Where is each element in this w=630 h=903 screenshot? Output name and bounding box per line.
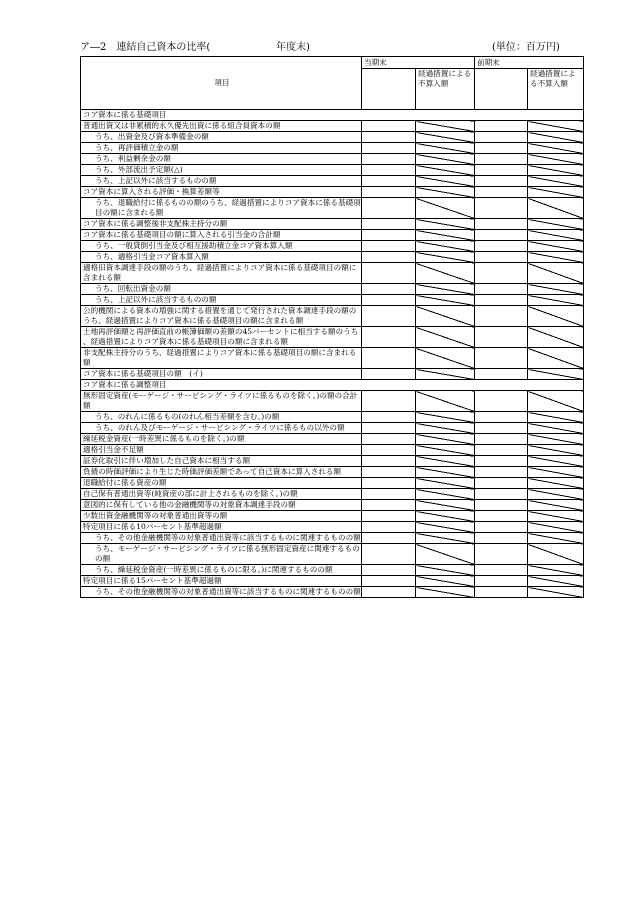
current-transitional-cell xyxy=(416,489,475,500)
current-transitional-cell xyxy=(416,176,475,187)
previous-transitional-cell xyxy=(528,456,584,467)
previous-amount-cell xyxy=(475,295,528,306)
current-amount-cell xyxy=(362,252,416,263)
current-transitional-cell xyxy=(416,198,475,219)
current-amount-cell xyxy=(362,121,416,132)
previous-amount-cell xyxy=(475,143,528,154)
previous-amount-cell xyxy=(475,467,528,478)
table-row xyxy=(81,121,584,132)
current-transitional-cell xyxy=(416,445,475,456)
previous-amount-cell xyxy=(475,412,528,423)
previous-amount-cell xyxy=(475,445,528,456)
previous-transitional-cell xyxy=(528,467,584,478)
current-transitional-cell xyxy=(416,456,475,467)
current-transitional-cell xyxy=(416,241,475,252)
current-amount-cell xyxy=(362,511,416,522)
previous-transitional-cell xyxy=(528,154,584,165)
previous-transitional-cell xyxy=(528,478,584,489)
table-row xyxy=(81,533,584,544)
current-transitional-cell xyxy=(416,423,475,434)
current-amount-cell xyxy=(362,241,416,252)
row-label: うち、その他金融機関等の対象普通出資等に該当するものに関連するものの額 xyxy=(81,587,362,598)
previous-transitional-cell xyxy=(528,434,584,445)
current-transitional-cell xyxy=(416,576,475,587)
row-label: うち、退職給付に係るものの額のうち、経過措置によりコア資本に係る基礎項目の額に含まれる額 xyxy=(81,198,362,219)
current-amount-cell xyxy=(362,445,416,456)
previous-transitional-cell xyxy=(528,369,584,380)
previous-amount-cell xyxy=(475,500,528,511)
previous-amount-cell xyxy=(475,544,528,565)
current-transitional-cell xyxy=(416,478,475,489)
current-amount-cell xyxy=(362,489,416,500)
table-row xyxy=(81,306,584,327)
previous-amount-cell xyxy=(475,587,528,598)
previous-transitional-cell xyxy=(528,252,584,263)
previous-transitional-cell xyxy=(528,423,584,434)
row-label: コア資本に算入される評価・換算差額等 xyxy=(81,187,362,198)
current-transitional-cell xyxy=(416,121,475,132)
table-row xyxy=(81,391,584,412)
previous-amount-cell xyxy=(475,187,528,198)
current-amount-cell xyxy=(362,284,416,295)
table-row xyxy=(81,143,584,154)
row-label: 普通出資又は非累積的永久優先出資に係る組合員資本の額 xyxy=(81,121,362,132)
current-transitional-cell xyxy=(416,511,475,522)
table-row xyxy=(81,241,584,252)
current-amount-cell xyxy=(362,522,416,533)
previous-amount-cell xyxy=(475,176,528,187)
previous-transitional-cell xyxy=(528,391,584,412)
current-amount-cell xyxy=(362,143,416,154)
current-amount-cell xyxy=(362,176,416,187)
table-row xyxy=(81,110,584,121)
current-amount-cell xyxy=(362,576,416,587)
previous-transitional-cell xyxy=(528,165,584,176)
current-transitional-cell xyxy=(416,252,475,263)
current-transitional-header: 経過措置による不算入額 xyxy=(416,69,475,110)
current-transitional-cell xyxy=(416,369,475,380)
current-transitional-cell xyxy=(416,295,475,306)
current-transitional-cell xyxy=(416,348,475,369)
previous-transitional-cell xyxy=(528,511,584,522)
previous-transitional-cell xyxy=(528,544,584,565)
table-row xyxy=(81,478,584,489)
previous-transitional-cell xyxy=(528,198,584,219)
previous-transitional-cell xyxy=(528,576,584,587)
table-row xyxy=(81,445,584,456)
previous-transitional-cell xyxy=(528,348,584,369)
row-label: 少数出資金融機関等の対象普通出資等の額 xyxy=(81,511,362,522)
previous-transitional-cell xyxy=(528,565,584,576)
item-column-header: 項目 xyxy=(81,57,362,110)
current-transitional-cell xyxy=(416,544,475,565)
row-label: 自己保有普通出資等(純資産の部に計上されるものを除く。)の額 xyxy=(81,489,362,500)
row-label: 無形固定資産(モーゲージ・サービシング・ライツに係るものを除く。)の額の合計額 xyxy=(81,391,362,412)
current-transitional-cell xyxy=(416,143,475,154)
table-row xyxy=(81,165,584,176)
current-transitional-cell xyxy=(416,565,475,576)
previous-transitional-cell xyxy=(528,263,584,284)
row-label: うち、繰延税金資産(一時差異に係るものに限る。)に関連するものの額 xyxy=(81,565,362,576)
table-row xyxy=(81,412,584,423)
row-label: うち、のれんに係るもの(のれん相当差額を含む。)の額 xyxy=(81,412,362,423)
current-amount-cell xyxy=(362,478,416,489)
row-label: 特定項目に係る10パーセント基準超過額 xyxy=(81,522,362,533)
current-amount-cell xyxy=(362,369,416,380)
previous-transitional-cell xyxy=(528,230,584,241)
previous-transitional-cell xyxy=(528,187,584,198)
row-label: うち、一般貸倒引当金及び相互援助積立金コア資本算入額 xyxy=(81,241,362,252)
row-label: うち、上記以外に該当するものの額 xyxy=(81,176,362,187)
table-row xyxy=(81,522,584,533)
previous-transitional-cell xyxy=(528,176,584,187)
current-amount-cell xyxy=(362,306,416,327)
table-row xyxy=(81,230,584,241)
table-row xyxy=(81,263,584,284)
previous-transitional-cell xyxy=(528,132,584,143)
previous-amount-cell xyxy=(475,154,528,165)
table-row xyxy=(81,576,584,587)
current-transitional-cell xyxy=(416,434,475,445)
header-row xyxy=(81,57,584,69)
row-label: 公的機関による資本の増強に関する措置を通じて発行された資本調達手段の額のうち、経過措置によりコア資本に係る基礎項目の額に含まれる額 xyxy=(81,306,362,327)
table-row xyxy=(81,423,584,434)
previous-amount-cell xyxy=(475,284,528,295)
previous-transitional-cell xyxy=(528,327,584,348)
table-title: ア―2 連結自己資本の比率( xyxy=(80,42,211,53)
previous-amount-cell xyxy=(475,456,528,467)
previous-amount-cell xyxy=(475,522,528,533)
current-transitional-cell xyxy=(416,533,475,544)
previous-period-header: 前期末 xyxy=(475,57,584,69)
row-label: 証券化取引に伴い増加した自己資本に相当する額 xyxy=(81,456,362,467)
previous-amount-cell xyxy=(475,369,528,380)
row-label: 退職給付に係る資産の額 xyxy=(81,478,362,489)
table-row xyxy=(81,456,584,467)
row-label: うち、上記以外に該当するものの額 xyxy=(81,295,362,306)
current-transitional-cell xyxy=(416,187,475,198)
row-label: 繰延税金資産(一時差異に係るものを除く。)の額 xyxy=(81,434,362,445)
previous-amount-cell xyxy=(475,533,528,544)
current-amount-cell xyxy=(362,544,416,565)
row-label: うち、外部流出予定額(△) xyxy=(81,165,362,176)
table-row xyxy=(81,565,584,576)
table-row xyxy=(81,434,584,445)
current-amount-cell xyxy=(362,500,416,511)
table-row xyxy=(81,369,584,380)
row-label: コア資本に係る調整後非支配株主持分の額 xyxy=(81,219,362,230)
table-row xyxy=(81,587,584,598)
table-row xyxy=(81,132,584,143)
previous-transitional-cell xyxy=(528,143,584,154)
previous-transitional-cell xyxy=(528,489,584,500)
table-row xyxy=(81,219,584,230)
previous-amount-cell xyxy=(475,165,528,176)
current-transitional-cell xyxy=(416,132,475,143)
current-amount-cell xyxy=(362,423,416,434)
previous-amount-cell xyxy=(475,219,528,230)
previous-transitional-cell xyxy=(528,445,584,456)
table-row xyxy=(81,295,584,306)
current-period-header: 当期末 xyxy=(362,57,475,69)
table-row xyxy=(81,154,584,165)
previous-amount-cell xyxy=(475,121,528,132)
previous-transitional-cell xyxy=(528,412,584,423)
table-row xyxy=(81,544,584,565)
previous-amount-cell xyxy=(475,565,528,576)
current-amount-cell xyxy=(362,165,416,176)
table-row xyxy=(81,511,584,522)
row-label: 特定項目に係る15パーセント基準超過額 xyxy=(81,576,362,587)
current-transitional-cell xyxy=(416,154,475,165)
table-row xyxy=(81,284,584,295)
current-transitional-cell xyxy=(416,306,475,327)
previous-transitional-cell xyxy=(528,587,584,598)
previous-transitional-cell xyxy=(528,500,584,511)
current-amount-cell xyxy=(362,467,416,478)
current-transitional-cell xyxy=(416,327,475,348)
row-label: うち、回転出資金の額 xyxy=(81,284,362,295)
previous-amount-cell xyxy=(475,252,528,263)
previous-amount-cell xyxy=(475,198,528,219)
table-row xyxy=(81,489,584,500)
table-row xyxy=(81,500,584,511)
current-transitional-cell xyxy=(416,284,475,295)
previous-amount-header xyxy=(475,69,528,110)
previous-transitional-cell xyxy=(528,284,584,295)
section-label: コア資本に係る基礎項目 xyxy=(81,110,584,121)
current-amount-cell xyxy=(362,327,416,348)
previous-transitional-cell xyxy=(528,241,584,252)
current-amount-cell xyxy=(362,187,416,198)
previous-amount-cell xyxy=(475,230,528,241)
previous-amount-cell xyxy=(475,327,528,348)
previous-amount-cell xyxy=(475,391,528,412)
current-amount-cell xyxy=(362,348,416,369)
previous-amount-cell xyxy=(475,478,528,489)
fiscal-year-label: 年度末) xyxy=(276,42,310,53)
previous-amount-cell xyxy=(475,423,528,434)
row-label: うち、のれん及びモーゲージ・サービシング・ライツに係るもの以外の額 xyxy=(81,423,362,434)
table-row xyxy=(81,327,584,348)
current-transitional-cell xyxy=(416,412,475,423)
row-label: うち、再評価積立金の額 xyxy=(81,143,362,154)
previous-amount-cell xyxy=(475,263,528,284)
previous-amount-cell xyxy=(475,576,528,587)
row-label: 負債の時価評価により生じた時価評価差額であって自己資本に算入される額 xyxy=(81,467,362,478)
section-label: コア資本に係る調整項目 xyxy=(81,380,584,391)
current-amount-cell xyxy=(362,587,416,598)
previous-amount-cell xyxy=(475,434,528,445)
current-transitional-cell xyxy=(416,165,475,176)
previous-amount-cell xyxy=(475,511,528,522)
row-label: うち、出資金及び資本準備金の額 xyxy=(81,132,362,143)
current-amount-cell xyxy=(362,219,416,230)
previous-transitional-cell xyxy=(528,219,584,230)
table-row xyxy=(81,380,584,391)
table-row xyxy=(81,176,584,187)
unit-label: (単位：百万円) xyxy=(492,42,560,53)
row-label: うち、適格引当金コア資本算入額 xyxy=(81,252,362,263)
previous-transitional-header: 経過措置による不算入額 xyxy=(528,69,584,110)
capital-ratio-table xyxy=(80,56,584,598)
current-transitional-cell xyxy=(416,219,475,230)
row-label: コア資本に係る基礎項目の額に算入される引当金の合計額 xyxy=(81,230,362,241)
current-transitional-cell xyxy=(416,467,475,478)
current-amount-cell xyxy=(362,198,416,219)
current-amount-cell xyxy=(362,412,416,423)
current-amount-cell xyxy=(362,434,416,445)
current-amount-cell xyxy=(362,263,416,284)
previous-amount-cell xyxy=(475,348,528,369)
row-label: うち、利益剰余金の額 xyxy=(81,154,362,165)
previous-transitional-cell xyxy=(528,522,584,533)
row-label: 非支配株主持分のうち、経過措置によりコア資本に係る基礎項目の額に含まれる額 xyxy=(81,348,362,369)
current-amount-cell xyxy=(362,565,416,576)
table-row xyxy=(81,252,584,263)
row-label: うち、その他金融機関等の対象普通出資等に該当するものに関連するものの額 xyxy=(81,533,362,544)
previous-transitional-cell xyxy=(528,295,584,306)
current-amount-cell xyxy=(362,391,416,412)
previous-amount-cell xyxy=(475,306,528,327)
row-label: 意図的に保有している他の金融機関等の対象資本調達手段の額 xyxy=(81,500,362,511)
table-row xyxy=(81,348,584,369)
current-amount-header xyxy=(362,69,416,110)
previous-transitional-cell xyxy=(528,121,584,132)
row-label: うち、モーゲージ・サービシング・ライツに係る無形固定資産に関連するものの額 xyxy=(81,544,362,565)
current-transitional-cell xyxy=(416,263,475,284)
table-row xyxy=(81,187,584,198)
current-transitional-cell xyxy=(416,522,475,533)
previous-amount-cell xyxy=(475,241,528,252)
current-amount-cell xyxy=(362,295,416,306)
current-amount-cell xyxy=(362,533,416,544)
previous-transitional-cell xyxy=(528,306,584,327)
current-amount-cell xyxy=(362,230,416,241)
table-row xyxy=(81,467,584,478)
previous-amount-cell xyxy=(475,132,528,143)
current-transitional-cell xyxy=(416,230,475,241)
current-amount-cell xyxy=(362,154,416,165)
table-row xyxy=(81,198,584,219)
previous-amount-cell xyxy=(475,489,528,500)
row-label: コア資本に係る基礎項目の額 (イ) xyxy=(81,369,362,380)
previous-transitional-cell xyxy=(528,533,584,544)
current-transitional-cell xyxy=(416,587,475,598)
row-label: 適格引当金不足額 xyxy=(81,445,362,456)
row-label: 適格旧資本調達手段の額のうち、経過措置によりコア資本に係る基礎項目の額に含まれる額 xyxy=(81,263,362,284)
current-amount-cell xyxy=(362,456,416,467)
current-transitional-cell xyxy=(416,391,475,412)
current-transitional-cell xyxy=(416,500,475,511)
row-label: 土地再評価額と再評価直前の帳簿価額の差額の45パーセントに相当する額のうち、経過措置によりコア資本に係る基礎項目の額に含まれる額 xyxy=(81,327,362,348)
current-amount-cell xyxy=(362,132,416,143)
